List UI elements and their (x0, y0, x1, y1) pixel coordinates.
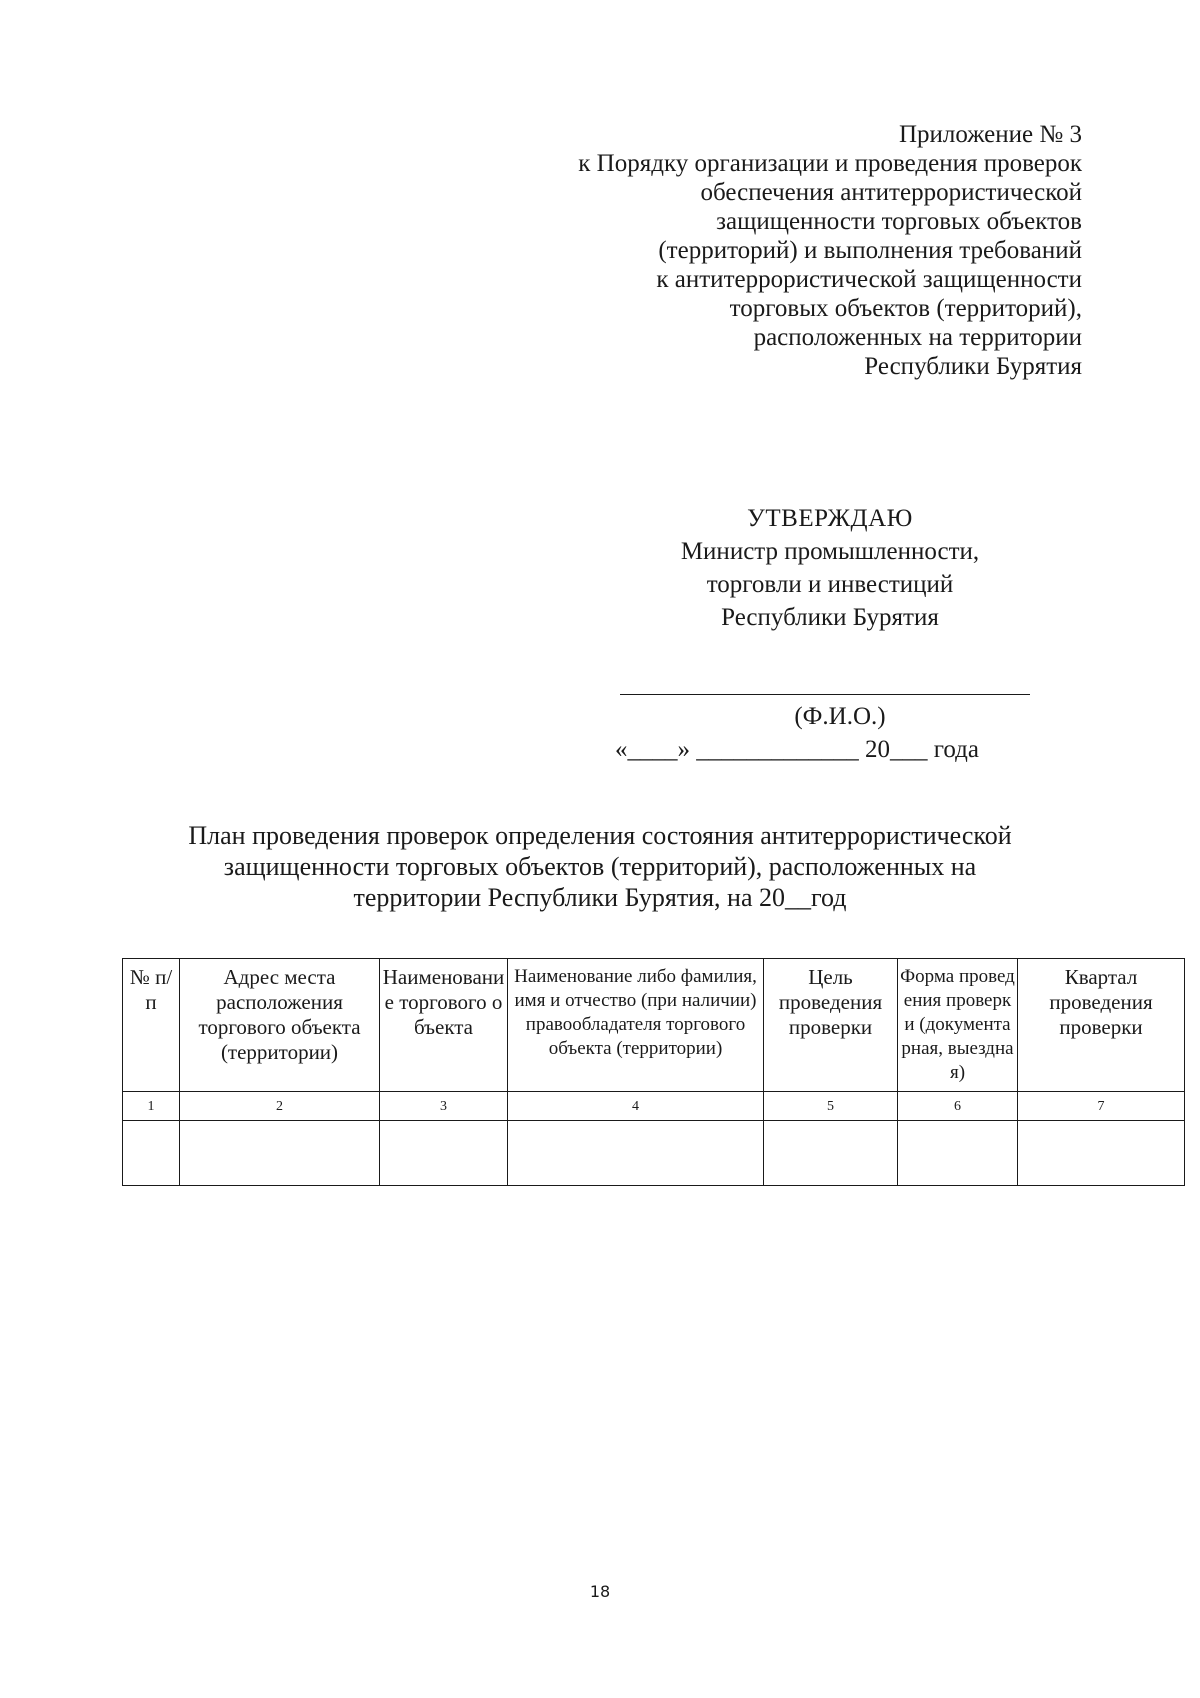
column-number: 6 (898, 1092, 1018, 1121)
plan-title-line: План проведения проверок определения состояния антитеррористической (188, 821, 1012, 850)
table-number-row (123, 1092, 1185, 1121)
fio-caption: (Ф.И.О.) (794, 703, 886, 730)
empty-cell (508, 1121, 764, 1186)
signature-line (620, 694, 1030, 695)
appendix-line: Республики Бурятия (864, 353, 1082, 380)
header-cell-object-name: Наименование торгового объекта (380, 959, 508, 1092)
header-cell-quarter: Квартал проведения проверки (1018, 959, 1185, 1092)
empty-cell (898, 1121, 1018, 1186)
header-cell-address: Адрес места расположения торгового объекта (территории) (180, 959, 380, 1092)
appendix-line: торговых объектов (территорий), (729, 295, 1082, 322)
column-number: 7 (1018, 1092, 1185, 1121)
empty-cell (123, 1121, 180, 1186)
appendix-line: Приложение № 3 (898, 121, 1082, 148)
appendix-line: расположенных на территории (753, 324, 1082, 351)
plan-title (140, 820, 1060, 913)
plan-title-line: защищенности торговых объектов (территорий), расположенных на (223, 852, 977, 881)
column-number: 4 (508, 1092, 764, 1121)
empty-cell (764, 1121, 898, 1186)
appendix-line: защищенности торговых объектов (716, 208, 1082, 235)
appendix-line: к антитеррористической защищенности (656, 266, 1082, 293)
header-cell-purpose: Цель проведения проверки (764, 959, 898, 1092)
approval-date-line: «____» _____________ 20___ года (615, 736, 979, 763)
header-cell-owner: Наименование либо фамилия, имя и отчество (при наличии) правообладателя торгового объекта (территории) (508, 959, 764, 1092)
column-number: 1 (123, 1092, 180, 1121)
appendix-line: обеспечения антитеррористической (700, 179, 1082, 206)
appendix-line: к Порядку организации и проведения проверок (578, 150, 1082, 177)
appendix-block (522, 120, 1082, 381)
column-number: 3 (380, 1092, 508, 1121)
plan-table (122, 958, 1185, 1186)
appendix-line: (территорий) и выполнения требований (658, 237, 1082, 264)
plan-title-line: территории Республики Бурятия, на 20__год (353, 883, 847, 912)
approval-title: УТВЕРЖДАЮ (747, 505, 913, 532)
header-cell-number: № п/п (123, 959, 180, 1092)
approval-line: Республики Бурятия (721, 604, 939, 631)
empty-cell (180, 1121, 380, 1186)
empty-cell (1018, 1121, 1185, 1186)
table-header-row (123, 959, 1185, 1092)
approval-line: торговли и инвестиций (706, 571, 954, 598)
approval-line: Министр промышленности, (680, 538, 980, 565)
column-number: 2 (180, 1092, 380, 1121)
empty-cell (380, 1121, 508, 1186)
header-cell-form: Форма проведения проверки (документарная, выездная) (898, 959, 1018, 1092)
column-number: 5 (764, 1092, 898, 1121)
approval-block (620, 502, 1040, 634)
page-number: 18 (589, 1582, 611, 1601)
table-empty-row (123, 1121, 1185, 1186)
